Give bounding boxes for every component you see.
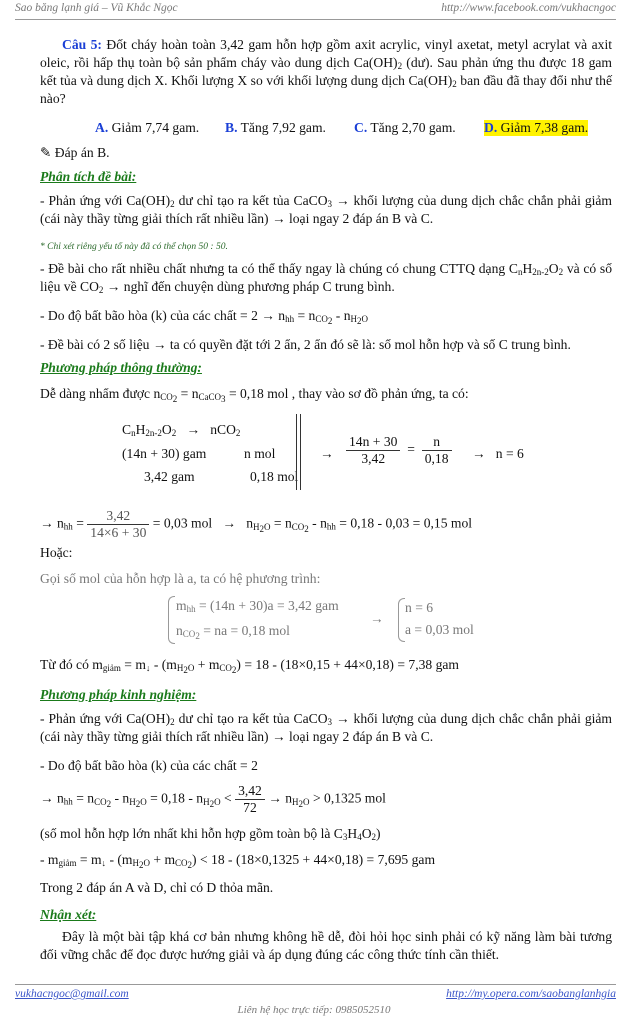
footer-link[interactable]: http://my.opera.com/saobanglanhgia <box>446 988 616 1000</box>
scheme-row-2: (14n + 30) gam n mol <box>122 446 276 461</box>
footer-rule <box>15 984 616 985</box>
experience-p3: (số mol hỗn hợp lớn nhất khi hỗn hợp gồm toàn bộ là $C_3H_4O_2$) <box>40 826 381 842</box>
header-author: Sao băng lạnh giá – Vũ Khắc Ngọc <box>15 2 178 14</box>
analysis-note: * Chỉ xét riêng yếu tố này đã có thể chọn 50 : 50. <box>40 242 228 252</box>
remark-text: Đây là một bài tập khá cơ bản nhưng không hề dễ, đòi hỏi học sinh phải có kỹ năng làm bài tương đối vững chắc để đọc được hướng giải và áp dụng đúng các công thức tính cần thiết. <box>40 929 612 962</box>
scheme-row-1: $C_nH_{2n-2}O_2$ → nCO$_2$ <box>122 422 241 438</box>
experience-p4: - $m_{giảm} = m_↓ - (m_{H_2O} + m_{CO_2}) < 18 - (18\times 0,1325 + 44\times 0,18) = 7,695$ gam <box>40 852 436 870</box>
analysis-p4: - Đề bài có 2 số liệu → ta có quyền đặt tới 2 ẩn, 2 ẩn đó sẽ là: số mol hỗn hợp và số C trung bình. <box>40 337 571 352</box>
system-bracket <box>168 596 175 644</box>
scheme-row-3: 3,42 gam 0,18 mol <box>144 469 299 484</box>
divider-line <box>296 414 297 490</box>
answer-b: B. Tăng 7,92 gam. <box>225 120 326 135</box>
experience-inequality: → $n_{hh} = n_{CO_2} - n_{H_2O} = 0,18 - n_{H_2O}$ < $\frac{3,42}{72}$ → $n_{H_2O} > 0,1325$ mol <box>40 783 386 815</box>
standard-final: Từ đó có $m_{giảm} = m_↓ - (m_{H_2O} + m_{CO_2}) = 18 - (18\times 0,15 + 44\times 0,18) = 7,38$ gam <box>40 657 459 675</box>
section-title-remark: Nhận xét: <box>40 907 97 922</box>
pen-icon: ✎ <box>40 145 52 160</box>
question: Câu 5: Đốt cháy hoàn toàn 3,42 gam hỗn hợp gồm axit acrylic, vinyl axetat, metyl acrylat và axit oleic, rồi hấp thụ toàn bộ sản phẩm cháy vào dung dịch $Ca(OH)_2$ (dư). Sau phản ứng thu được 18 gam kết tủa và dung dịch X. Khối lượng X so với khối lượng dung dịch $Ca(OH)_2$ ban đầu đã thay đổi như thế nào? <box>40 37 613 106</box>
solution-2: a = 0,03 mol <box>405 622 474 637</box>
system-intro: Gọi số mol của hỗn hợp là a, ta có hệ phương trình: <box>40 571 321 586</box>
solution-bracket <box>398 598 405 642</box>
arrow-icon: → <box>370 611 384 626</box>
answer-line: ✎ Đáp án B. <box>40 145 110 160</box>
section-title-standard: Phương pháp thông thường: <box>40 360 202 375</box>
standard-intro: Dễ dàng nhẩm được $n_{CO_2} = n_{CaCO_3} = 0,18$ mol , thay vào sơ đồ phản ứng, ta có: <box>40 386 469 404</box>
calc-line: → $n_{hh}$ = $\frac{3,42}{14\times 6 + 30}$ = 0,03 mol → $n_{H_2O} = n_{CO_2} - n_{hh} = 0,18 - 0,03 = 0,15$ mol <box>40 508 473 540</box>
analysis-p1: - Phản ứng với $Ca(OH)_2$ dư chỉ tạo ra kết tủa CaCO$_3$ → khối lượng của dung dịch chắc chắn phải giảm (cái này thầy từng giải thích rất nhiều lần) → loại ngay 2 đáp án B và C. <box>40 193 612 226</box>
answer-c: C. Tăng 2,70 gam. <box>354 120 456 135</box>
section-title-analysis: Phân tích đề bài: <box>40 169 137 184</box>
scheme-fraction: $\frac{14n + 30}{3,42}$ = $\frac{n}{0,18}$ <box>346 434 452 467</box>
header-link[interactable]: http://www.facebook.com/vukhacngoc <box>441 2 616 14</box>
system-eq-1: $m_{hh} = (14n + 30)a = 3,42$ gam <box>176 598 339 614</box>
analysis-p2: - Đề bài cho rất nhiều chất nhưng ta có thể thấy ngay là chúng có chung CTTQ dạng $C_nH_{2n-2}O_2$ và có số liệu về $CO_2$ → nghĩ đến chuyện dùng phương pháp C trung bình. <box>40 261 612 295</box>
system-eq-2: $n_{CO_2}$ = na = 0,18 mol <box>176 623 290 641</box>
divider-line <box>300 414 301 490</box>
experience-p2: - Do độ bất bão hòa (k) của các chất = 2 <box>40 758 258 773</box>
arrow-icon: → <box>320 446 334 461</box>
or-label: Hoặc: <box>40 545 73 560</box>
footer-contact: Liên hệ học trực tiếp: 0985052510 <box>237 1004 391 1016</box>
answer-d: D. Giảm 7,38 gam. <box>484 120 589 135</box>
solution-1: n = 6 <box>405 600 434 615</box>
experience-p1: - Phản ứng với $Ca(OH)_2$ dư chỉ tạo ra kết tủa CaCO$_3$ → khối lượng của dung dịch chắc chắn phải giảm (cái này thầy từng giải thích rất nhiều lần) → loại ngay 2 đáp án B và C. <box>40 711 612 744</box>
analysis-p3: - Do độ bất bão hòa (k) của các chất = $2 \to n_{hh} = n_{CO_2} - n_{H_2O}$ <box>40 308 368 326</box>
answer-a: A. Giảm 7,74 gam. <box>95 120 200 135</box>
scheme-result: → n = 6 <box>472 446 524 461</box>
section-title-experience: Phương pháp kinh nghiệm: <box>40 687 197 702</box>
footer-email[interactable]: vukhacngoc@gmail.com <box>15 988 129 1000</box>
header-rule <box>15 19 616 20</box>
experience-p5: Trong 2 đáp án A và D, chỉ có D thỏa mãn. <box>40 880 274 895</box>
page-header <box>15 2 616 18</box>
